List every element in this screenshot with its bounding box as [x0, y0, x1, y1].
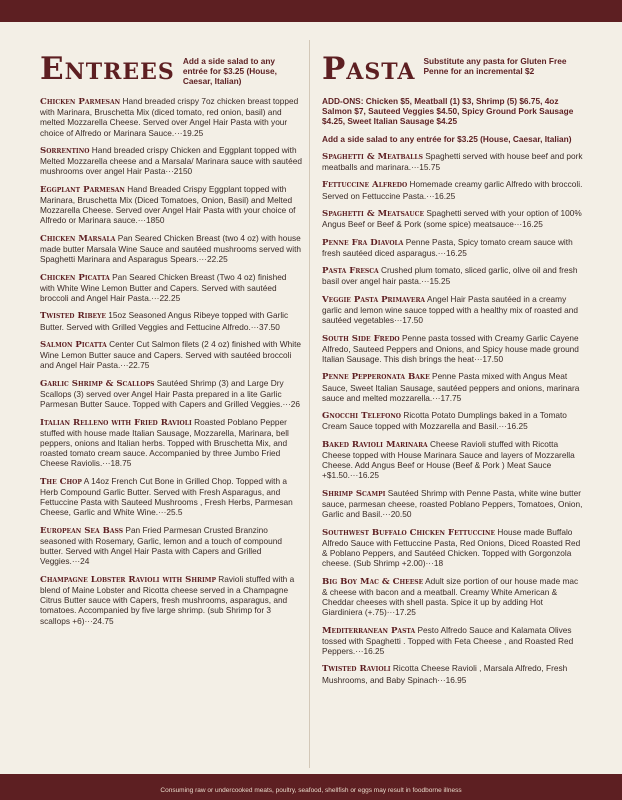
menu-item-name: Twisted Ribeye — [40, 311, 106, 322]
menu-item-description: Pesto Alfredo Sauce and Kalamata Olives tossed with Spaghetti . Topped with Feta Cheese , and Roasted Red Peppers.···16.25 — [322, 624, 574, 656]
menu-item-description: Ricotta Potato Dumplings baked in a Tomato Cream Sauce topped with Mozzarella and Basil.···16.25 — [322, 410, 567, 432]
menu-item-name: Chicken Parmesan — [40, 97, 121, 107]
menu-item — [322, 208, 584, 229]
menu-item — [322, 333, 584, 365]
menu-item-description: Cheese Ravioli stuffed with Ricotta Cheese topped with House Marinara Sauce and layers of Mozzarella Cheese. Add Angus Beef or House (Beef & Pork ) Meat Sauce +$1.50.···16.25 — [322, 438, 575, 481]
menu-item-description: Spaghetti served with your option of 100% Angus Beef or Beef & Pork (some spice) meatsauce···16.25 — [322, 208, 582, 230]
menu-item-description: Pan Fried Parmesan Crusted Branzino seasoned with Rosemary, Garlic, lemon and a touch of compound butter. Served with Angel Hair Pasta with Capers and Grilled Veggies.···24 — [40, 524, 282, 567]
menu-item — [40, 96, 302, 138]
menu-item-name: Shrimp Scampi — [322, 488, 386, 499]
menu-item-name: Salmon Picatta — [40, 339, 107, 350]
menu-item — [322, 439, 584, 481]
menu-item-description: Adult size portion of our house made mac & cheese with bacon and a meatball. Creamy White American & Cheddar cheeses with shell pasta. Spice it up by adding Hot Giardiniera (+.75)···17.25 — [322, 575, 579, 618]
menu-item-name: Southwest Buffalo Chicken Fettuccine — [322, 527, 496, 538]
menu-item-name: Twisted Ravioli — [322, 664, 391, 675]
pasta-title: Pasta — [322, 51, 416, 87]
menu-item — [322, 237, 584, 258]
menu-item — [322, 265, 584, 286]
menu-item-name: Penne Fra Diavola — [322, 237, 404, 248]
menu-item-description: Hand breaded crispy Chicken and Eggplant topped with Melted Mozzarella cheese and a Marsala/ Marinara sauce with sautéed mushrooms over angel Hair Pasta···2150 — [40, 145, 302, 177]
entrees-salad-note: Add a side salad to any entrée for $3.25 (House, Caesar, Italian) — [182, 56, 277, 86]
menu-item-description: Angel Hair Pasta sautéed in a creamy garlic and lemon wine sauce topped with a healthy mix of roasted and sautéed vegetables···17.50 — [322, 293, 578, 326]
menu-item-name: Eggplant Parmesan — [40, 184, 125, 195]
menu-item-name: Penne Pepperonata Bake — [322, 372, 430, 383]
menu-item-description: Homemade creamy garlic Alfredo with broccoli. Served on Fettuccine Pasta.···16.25 — [322, 179, 583, 201]
entrees-list — [40, 96, 302, 626]
menu-item-name: Big Boy Mac & Cheese — [322, 576, 424, 587]
menu-item-name: European Sea Bass — [40, 525, 124, 536]
menu-item-name: Italian Relleno with Fried Ravioli — [40, 417, 192, 428]
menu-item — [322, 625, 584, 657]
menu-item-description: Sautéed Shrimp with Penne Pasta, white wine butter sauce, parmesan cheese, roasted Poblano Peppers, Tomatoes, Onion, Garlic and Basil.···20.50 — [322, 487, 583, 520]
menu-item-description: Spaghetti served with house beef and pork meatballs and marinara.···15.75 — [322, 150, 583, 173]
menu-item-description: Penne pasta tossed with Creamy Garlic Cayene Alfredo, Sauteed Peppers and Onions, and Spicy house made ground Italian Sausage. This dish brings the heat···17.50 — [322, 332, 579, 364]
menu-item-description: Center Cut Salmon filets (2 4 oz) finished with White Wine Lemon Butter sauce and Capers. Served with sautéed broccoli and Angel Hair Pasta.···22.75 — [40, 338, 301, 371]
menu-item — [40, 574, 302, 626]
column-divider — [309, 40, 310, 768]
entrees-header — [40, 52, 302, 86]
entrees-title: Entrees — [40, 51, 175, 87]
menu-item — [322, 410, 584, 431]
pasta-salad-note: Add a side salad to any entrée for $3.25 (House, Caesar, Italian) — [322, 133, 572, 144]
menu-item — [322, 576, 584, 618]
menu-item-name: The Chop — [40, 476, 82, 487]
menu-item-description: Pan Seared Chicken Breast (Two 4 oz) finished with White Wine Lemon Butter and Capers. Served with sautéed broccoli and Angel Hair Pasta.···22.25 — [40, 271, 287, 303]
menu-item-description: Penne Pasta, Spicy tomato cream sauce with fresh sautéed diced asparagus.···16.25 — [322, 236, 573, 258]
menu-item — [322, 151, 584, 172]
menu-item — [40, 145, 302, 177]
menu-item — [322, 663, 584, 684]
menu-item-description: Pan Seared Chicken Breast (two 4 oz) with house made butter Marsala Wine Sauce and sautéed mushrooms served with Spaghetti Marinara and Asparagus Spears.···22.25 — [40, 232, 302, 265]
menu-item-description: A 14oz French Cut Bone in Grilled Chop. Topped with a Herb Compound Garlic Butter. Served with Fresh Asparagus, and Fettuccine Pasta with Sauteed Mushrooms , Fresh Herbs, Parmesan Cheese, Garlic and White Wine.···25.5 — [40, 475, 293, 518]
entrees-column — [40, 52, 302, 633]
menu-item-description: Sautéed Shrimp (3) and Large Dry Scallops (3) served over Angel Hair Pasta prepared in a lite Garlic Parmesan Butter Sauce. Topped with Capers and Grilled Veggies.···26 — [40, 377, 300, 410]
menu-item-description: 15oz Seasoned Angus Ribeye topped with Garlic Butter. Served with Grilled Veggies and Fettucine Alfredo.···37.50 — [40, 310, 289, 332]
pasta-list — [322, 151, 584, 685]
menu-item — [40, 339, 302, 371]
menu-item-name: Pasta Fresca — [322, 266, 379, 277]
menu-item-name: Chicken Marsala — [40, 233, 116, 244]
menu-item-description: Hand Breaded Crispy Eggplant topped with Marinara, Bruschetta Mix (Diced Tomatoes, Onion, Basil) and Melted Mozzarella Cheese. Served over Angel Hair Pasta with your choice of Alfredo or Marinara sauce.···1850 — [40, 183, 296, 226]
menu-item — [40, 476, 302, 518]
pasta-gluten-free-note: Substitute any pasta for Gluten Free Penne for an incremental $2 — [423, 56, 567, 76]
pasta-addons: ADD-ONS: Chicken $5, Meatball (1) $3, Shrimp (5) $6.75, 4oz Salmon $7, Sauteed Veggies $4.50, Spicy Ground Pork Sausage $4.25, Sweet Italian Sausage $4.25 — [322, 96, 574, 127]
menu-item-description: Roasted Poblano Pepper stuffed with house made Italian Sausage, Mozzarella, Marinara, bell peppers, onions and Italian herbs. Topped with Bruschetta Mix, and roasted tomato cream sauce. Accompanied by three Jumbo Fried Cheese Raviolis.···18.75 — [40, 416, 289, 469]
menu-item-name: Fettuccine Alfredo — [322, 180, 408, 191]
menu-item-name: Spaghetti & Meatballs — [322, 151, 423, 162]
menu-item-name: Champagne Lobster Ravioli with Shrimp — [40, 574, 216, 585]
menu-item — [40, 233, 302, 265]
menu-item — [322, 179, 584, 200]
menu-item — [322, 294, 584, 326]
menu-item-name: Veggie Pasta Primavera — [322, 294, 426, 305]
menu-item-description: Ricotta Cheese Ravioli , Marsala Alfredo, Fresh Mushrooms, and Baby Spinach···16.95 — [322, 663, 568, 685]
menu-item — [40, 272, 302, 304]
menu-item-name: Mediterranean Pasta — [322, 625, 416, 636]
menu-item — [40, 184, 302, 226]
menu-item-name: Garlic Shrimp & Scallops — [40, 378, 155, 389]
menu-item-description: Penne Pasta mixed with Angus Meat Sauce, Sweet Italian Sausage, sautéed peppers and onions, marinara sauce and melted mozzarella.···17.75 — [322, 371, 580, 403]
menu-item-description: Crushed plum tomato, sliced garlic, olive oil and fresh basil over angel hair pasta.···15.25 — [322, 265, 578, 287]
menu-item — [40, 525, 302, 567]
menu-item-description: Hand breaded crispy 7oz chicken breast topped with Marinara, Bruschetta Mix (diced tomato, red onion, basil) and melted Mozzarella Cheese. Served over Angel Hair Pasta with your choice of Alfredo or Marinara Sauce.···19.25 — [40, 96, 299, 138]
menu-item-name: Spaghetti & Meatsauce — [322, 209, 425, 219]
pasta-column — [322, 52, 584, 692]
menu-item-name: Gnocchi Telefono — [322, 411, 402, 422]
pasta-header — [322, 52, 584, 86]
menu-item — [40, 310, 302, 331]
menu-item — [40, 378, 302, 410]
menu-item — [322, 488, 584, 520]
menu-item — [40, 417, 302, 469]
menu-item-description: Ravioli stuffed with a blend of Maine Lobster and Ricotta cheese served in a Champagne Citrus Butter sauce with Capers, fresh mushrooms, asparagus, and tomatoes. Accompanied by five large shrimp. (sub Shrimp for 3 scallops +6)···24.75 — [40, 573, 295, 626]
menu-item-name: South Side Fredo — [322, 333, 400, 344]
menu-item — [322, 527, 584, 569]
menu-item-name: Sorrentino — [40, 146, 90, 156]
menu-item-description: House made Buffalo Alfredo Sauce with Fettuccine Pasta, Red Onions, Diced Roasted Red & Poblano Peppers, and Sautéed Chicken. Topped with Gorgonzola cheese. (Sub Shrimp +2.00)···18 — [322, 526, 581, 569]
menu-item-name: Baked Ravioli Marinara — [322, 439, 428, 450]
menu-item — [322, 371, 584, 403]
top-band — [0, 0, 622, 22]
footer-disclaimer: Consuming raw or undercooked meats, poultry, seafood, shellfish or eggs may result in foodborne illness — [160, 787, 462, 794]
menu-item-name: Chicken Picatta — [40, 272, 110, 283]
